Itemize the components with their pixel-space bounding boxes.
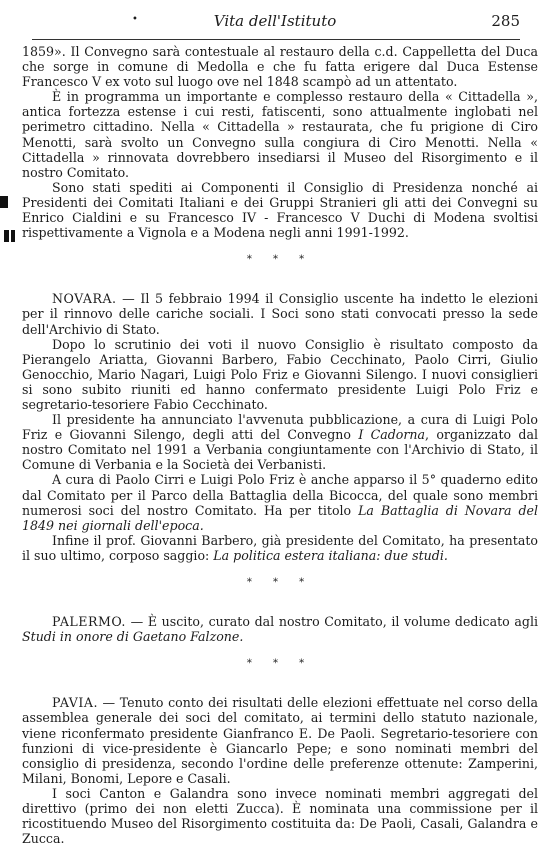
- modena-paragraph-1: 1859». Il Convegno sarà contestuale al restauro della c.d. Cappelletta del Duca che sorge in comune di Medolla e che fu fatta erigere dal Duca Estense Francesco V ex voto sul luogo ove nel 1848 scampò ad un attentato.: [22, 44, 538, 90]
- novara-paragraph-1-text: — Il 5 febbraio 1994 il Consiglio uscente ha indetto le elezioni per il rinnovo delle cariche sociali. I Soci sono stati convocati presso la sede dell'Archivio di Stato.: [22, 291, 538, 337]
- novara-paragraph-2: Dopo lo scrutinio dei voti il nuovo Consiglio è risultato composto da Pierangelo Ariatta, Giovanni Barbero, Fabio Cecchinato, Paolo Cirri, Giulio Genocchio, Mario Nagari, Luigi Polo Friz e Giovanni Silengo. I nuovi consiglieri si sono subito riuniti ed hanno confermato presidente Luigi Polo Friz e segretario-tesoriere Fabio Cecchinato.: [22, 336, 538, 412]
- novara-paragraph-1: [22, 291, 538, 336]
- novara-paragraph-4: [22, 472, 538, 532]
- section-separator: * * *: [246, 658, 314, 670]
- novara-heading: NOVARA.: [52, 291, 117, 307]
- margin-mark-1: [0, 196, 8, 208]
- header-dot-mark: •: [132, 14, 138, 25]
- novara-paragraph-3-text-a: Il presidente ha annunciato l'avvenuta pubblicazione, a cura di Luigi Polo Friz e Giovanni Silengo, degli atti del Convegno: [22, 412, 538, 443]
- pavia-heading: PAVIA.: [52, 695, 98, 711]
- novara-paragraph-5: [22, 533, 538, 563]
- book-title-cadorna: I Cadorna: [358, 427, 426, 443]
- palermo-paragraph-1: [22, 614, 538, 644]
- pavia-paragraph-2: I soci Canton e Galandra sono invece nominati membri aggregati del direttivo (primo dei non eletti Zucca). È nominata una commissione per il ricostituendo Museo del Risorgimento costituita da: De Paoli, Casali, Galandra e Zucca.: [22, 785, 538, 846]
- running-header: [20, 8, 530, 34]
- margin-mark-2: [4, 230, 9, 242]
- modena-paragraph-2: È in programma un importante e complesso restauro della « Cittadella », antica fortezza estense i cui resti, fatiscenti, sono attualmente inglobati nel perimetro cittadino. Nella « Cittadella » restaurata, che fu prigione di Ciro Menotti, sarà svolto un Convegno sulla congiura di Ciro Menotti. Nella « Cittadella » rinnovata dovrebbero insediarsi il Museo del Risorgimento e il nostro Comitato.: [22, 89, 538, 180]
- article-body: [22, 44, 538, 846]
- novara-paragraph-4-text: A cura di Paolo Cirri e Luigi Polo Friz è anche apparso il 5° quaderno edito dal Comitato per il Parco della Battaglia della Bicocca, del quale sono membri numerosi soci del nostro Comitato. Ha per titolo: [22, 472, 538, 518]
- modena-paragraph-3: Sono stati spediti ai Componenti il Consiglio di Presidenza nonché ai Presidenti dei Comitati Italiani e dei Gruppi Stranieri gli atti dei Convegni su Enrico Cialdini e su Francesco IV - Francesco V Duchi di Modena svoltisi rispettivamente a Vignola e a Modena negli anni 1991-1992.: [22, 179, 538, 241]
- palermo-heading: PALERMO.: [52, 614, 126, 630]
- pavia-paragraph-1-text: — Tenuto conto dei risultati delle elezioni effettuate nel corso della assemblea generale dei soci del comitato, ai termini dello statuto nazionale, viene riconfermato presidente Gianfranco E. De Paoli. Segretario-tesoriere con funzioni di vice-presidente è Giancarlo Pepe; e sono nominati membri del consiglio di presidenza, secondo l'ordine delle preferenze ottenute: Zamperini, Milani, Bonomi, Lepore e Casali.: [22, 695, 538, 786]
- header-rule: [32, 39, 520, 40]
- novara-paragraph-3: [22, 412, 538, 472]
- book-title-falzone: Studi in onore di Gaetano Falzone.: [22, 629, 244, 645]
- book-title-battaglia: La Battaglia di Novara del 1849 nei giornali dell'epoca.: [22, 502, 538, 533]
- palermo-paragraph-1-text: — È uscito, curato dal nostro Comitato, il volume dedicato agli: [125, 614, 538, 630]
- novara-paragraph-3-text-b: , organizzato dal nostro Comitato nel 1991 a Verbania congiuntamente con l'Archivio di Stato, il Comune di Verbania e la Società dei Verbanisti.: [22, 427, 538, 473]
- section-separator: * * *: [246, 254, 314, 266]
- margin-mark-3: [11, 230, 15, 242]
- section-separator: * * *: [246, 577, 314, 588]
- novara-paragraph-5-text: Infine il prof. Giovanni Barbero, già presidente del Comitato, ha presentato il suo ultimo, corposo saggio:: [22, 532, 538, 563]
- pavia-paragraph-1: [22, 695, 538, 786]
- book-title-politica: La politica estera italiana: due studi.: [213, 547, 448, 563]
- running-title: Vita dell'Istituto: [213, 12, 337, 30]
- page-number: 285: [491, 12, 520, 30]
